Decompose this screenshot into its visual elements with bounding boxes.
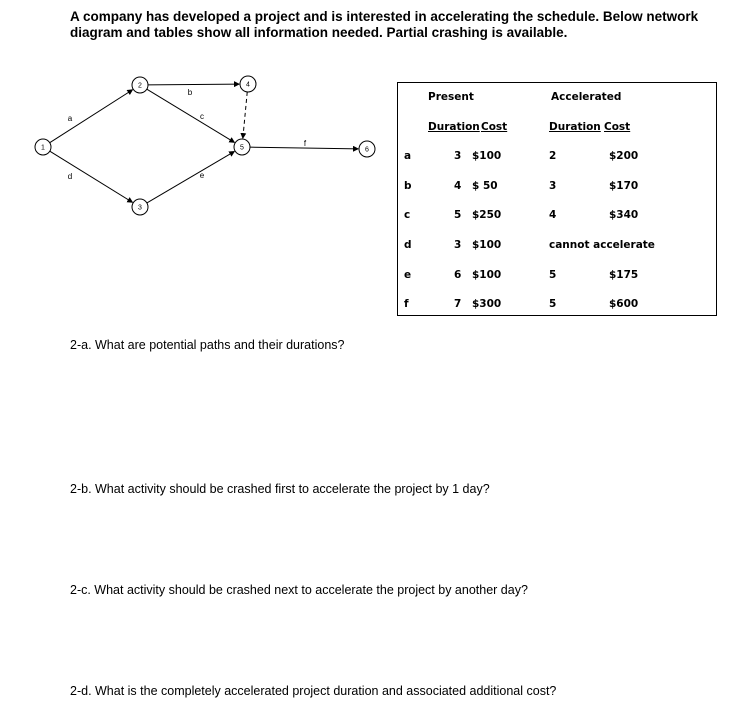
present-duration: 3 xyxy=(454,150,462,162)
accelerated-cost: $175 xyxy=(609,269,639,281)
present-cost: $100 xyxy=(472,269,502,281)
accelerated-cost: $600 xyxy=(609,298,639,310)
activity-label: e xyxy=(404,269,412,281)
accelerated-duration-header: Duration xyxy=(549,121,601,133)
activity-label: c xyxy=(404,209,411,221)
accelerated-duration: 4 xyxy=(549,209,557,221)
problem-statement-line-2: diagram and tables show all information needed. Partial crashing is available. xyxy=(70,25,568,40)
activity-label: a xyxy=(404,150,412,162)
accelerated-cost: $200 xyxy=(609,150,639,162)
node-label-1: 1 xyxy=(41,144,45,152)
accelerated-header: Accelerated xyxy=(551,91,622,103)
activity-arrow-a xyxy=(50,90,133,143)
activity-label-f: f xyxy=(303,139,307,148)
present-duration: 7 xyxy=(454,298,462,310)
accelerated-duration: 5 xyxy=(549,298,557,310)
present-cost-header: Cost xyxy=(481,121,508,133)
accelerated-cost: $340 xyxy=(609,209,639,221)
activity-arrow-b xyxy=(148,84,239,85)
accelerated-duration: 3 xyxy=(549,180,557,192)
activity-label-a: a xyxy=(67,114,73,123)
present-cost: $100 xyxy=(472,239,502,251)
activity-table xyxy=(397,82,717,316)
accelerated-duration: 2 xyxy=(549,150,557,162)
present-duration: 5 xyxy=(454,209,462,221)
activity-label-e: e xyxy=(199,171,205,180)
present-duration: 3 xyxy=(454,239,462,251)
present-cost: $ 50 xyxy=(472,180,498,192)
present-header: Present xyxy=(428,91,474,103)
accelerated-cost: $170 xyxy=(609,180,639,192)
node-label-6: 6 xyxy=(365,146,369,154)
node-label-5: 5 xyxy=(240,144,244,152)
present-duration: 6 xyxy=(454,269,462,281)
node-label-4: 4 xyxy=(246,81,250,89)
node-label-3: 3 xyxy=(138,204,142,212)
node-label-2: 2 xyxy=(138,82,142,90)
question-2c: 2-c. What activity should be crashed next to accelerate the project by another day? xyxy=(70,583,528,597)
activity-label-c: c xyxy=(200,112,204,121)
present-duration: 4 xyxy=(454,180,462,192)
present-cost: $300 xyxy=(472,298,502,310)
accelerated-cost-header: Cost xyxy=(604,121,631,133)
activity-arrow-d xyxy=(50,151,133,202)
activity-arrow-c xyxy=(147,89,234,142)
present-duration-header: Duration xyxy=(428,121,480,133)
activity-label: d xyxy=(404,239,412,251)
question-2b: 2-b. What activity should be crashed first to accelerate the project by 1 day? xyxy=(70,482,490,496)
activity-arrow-e xyxy=(147,152,234,203)
problem-statement-line-1: A company has developed a project and is interested in accelerating the schedule. Below network xyxy=(70,9,699,24)
activity-label: b xyxy=(404,180,412,192)
activity-label: f xyxy=(404,298,409,310)
present-cost: $100 xyxy=(472,150,502,162)
dummy-activity-arrow xyxy=(243,92,247,138)
question-2d: 2-d. What is the completely accelerated project duration and associated additional cost? xyxy=(70,684,557,698)
question-2a: 2-a. What are potential paths and their durations? xyxy=(70,338,345,352)
present-cost: $250 xyxy=(472,209,502,221)
cannot-accelerate-note: cannot accelerate xyxy=(549,239,655,251)
accelerated-duration: 5 xyxy=(549,269,557,281)
activity-label-d: d xyxy=(67,172,73,181)
activity-label-b: b xyxy=(187,88,193,97)
